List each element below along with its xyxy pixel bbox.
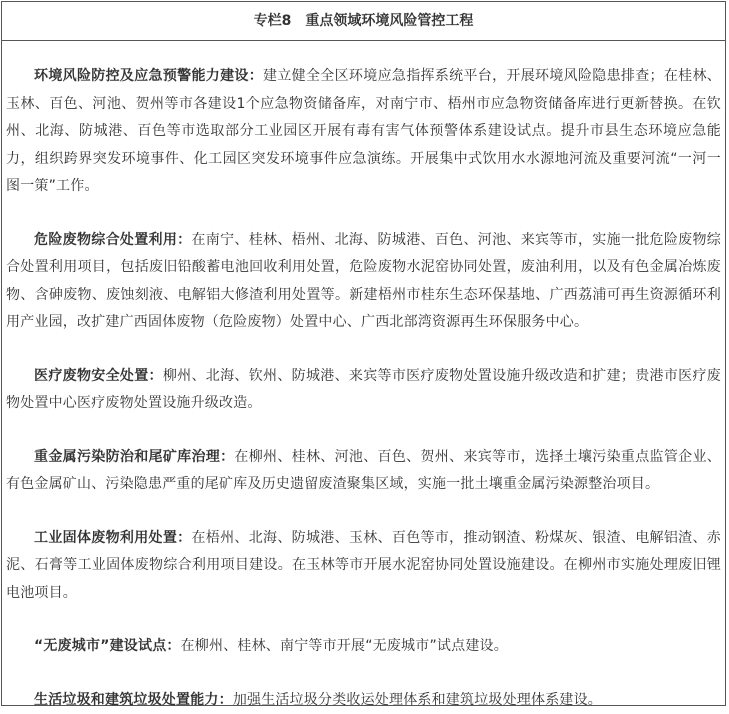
section-heading: “无废城市”建设试点： xyxy=(34,638,181,654)
section-heading: 工业固体废物利用处置： xyxy=(34,530,191,546)
section-heading: 生活垃圾和建筑垃圾处置能力： xyxy=(34,692,233,708)
section-garbage-disposal xyxy=(6,687,721,714)
section-text: 柳州、北海、钦州、防城港、来宾等市医疗废物处置设施升级改造和扩建；贵港市医疗废物处置中心医疗废物处置设施升级改造。 xyxy=(6,368,721,412)
section-heading: 医疗废物安全处置： xyxy=(34,368,163,384)
section-text: 在南宁、桂林、梧州、北海、防城港、百色、河池、来宾等市，实施一批危险废物综合处置利用项目，包括废旧铅酸蓄电池回收利用处置，危险废物水泥窑协同处置，废油利用，以及有色金属冶炼废物、含砷废物、废蚀刻液、电解铝大修渣利用处置等。新建梧州市桂东生态环保基地、广西荔浦可再生资源循环利用产业园，改扩建广西固体废物（危险废物）处置中心、广西北部湾资源再生环保服务中心。 xyxy=(6,232,721,331)
box-number: 专栏8 xyxy=(254,13,292,29)
section-heading: 危险废物综合处置利用： xyxy=(34,232,191,248)
feature-box xyxy=(1,1,726,706)
section-zero-waste-city xyxy=(6,633,721,661)
section-industrial-solid-waste xyxy=(6,525,721,608)
section-emergency-warning xyxy=(6,63,721,201)
section-text: 在柳州、桂林、河池、百色、贺州、来宾等市，选择土壤污染重点监管企业、有色金属矿山、污染隐患严重的尾矿库及历史遗留废渣聚集区域，实施一批土壤重金属污染源整治项目。 xyxy=(6,449,721,493)
section-heavy-metal xyxy=(6,444,721,499)
section-text: 在柳州、桂林、南宁等市开展“无废城市”试点建设。 xyxy=(181,638,508,654)
section-heading: 重金属污染防治和尾矿库治理： xyxy=(34,449,234,465)
section-hazardous-waste xyxy=(6,227,721,337)
box-title: 重点领域环境风险管控工程 xyxy=(305,13,473,29)
box-body xyxy=(2,41,725,714)
section-text: 建立健全全区环境应急指挥系统平台，开展环境风险隐患排查；在桂林、玉林、百色、河池、贺州等市各建设1个应急物资储备库，对南宁市、梧州市应急物资储备库进行更新替换。在钦州、北海、防城港、百色等市选取部分工业园区开展有毒有害气体预警体系建设试点。提升市县生态环境应急能力，组织跨界突发环境事件、化工园区突发环境事件应急演练。开展集中式饮用水水源地河流及重要河流“一河一图一策”工作。 xyxy=(6,68,721,194)
box-header xyxy=(2,2,725,41)
section-text: 加强生活垃圾分类收运处理体系和建筑垃圾处理体系建设。 xyxy=(233,692,602,708)
section-heading: 环境风险防控及应急预警能力建设： xyxy=(34,68,263,84)
section-text: 在梧州、北海、防城港、玉林、百色等市，推动钢渣、粉煤灰、银渣、电解铝渣、赤泥、石膏等工业固体废物综合利用项目建设。在玉林等市开展水泥窑协同处置设施建设。在柳州市实施处理废旧锂电池项目。 xyxy=(6,530,721,601)
section-medical-waste xyxy=(6,363,721,418)
